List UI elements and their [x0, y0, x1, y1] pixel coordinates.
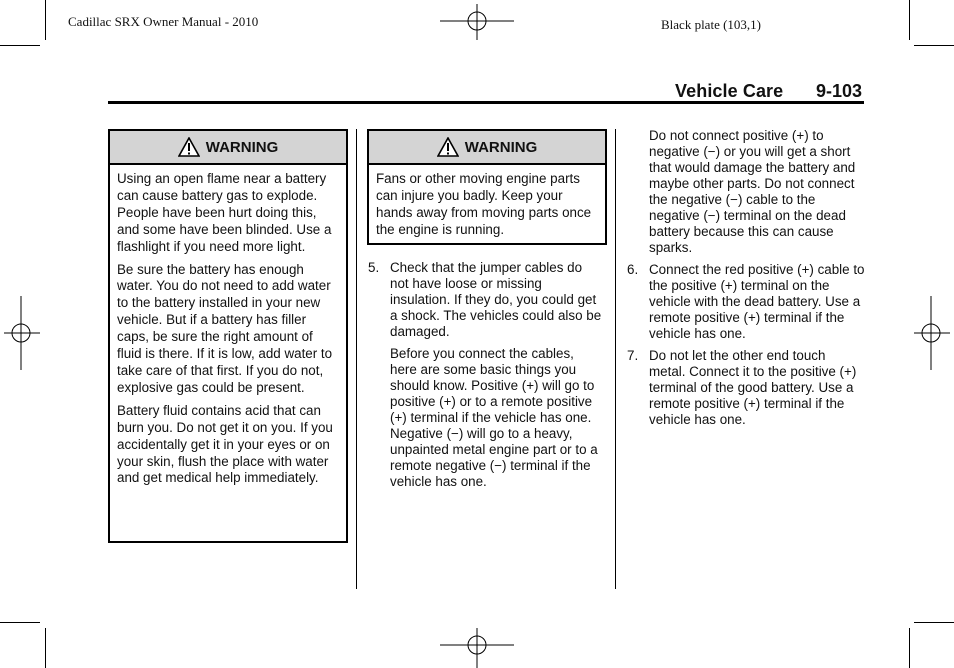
warning-header — [110, 131, 346, 165]
crop-mark — [914, 622, 954, 623]
warning-box-battery — [108, 129, 348, 543]
warning-triangle-icon — [178, 137, 200, 157]
warning-triangle-icon — [437, 137, 459, 157]
column-divider — [356, 129, 357, 589]
step-number: 7. — [627, 348, 639, 363]
registration-mark-bottom — [440, 628, 514, 668]
list-item — [627, 262, 865, 342]
crop-mark — [45, 0, 46, 40]
warning-body — [110, 165, 346, 497]
caution-text: Do not connect positive (+) to negative (−) or you will get a short that would damage the battery and maybe other parts. Do not connect the negative (−) cable to the negative (−) terminal on the dead battery because this can cause sparks. — [649, 128, 856, 255]
crop-mark — [45, 628, 46, 668]
registration-mark-left — [4, 296, 40, 370]
crop-mark — [914, 45, 954, 46]
page-number: 9-103 — [816, 81, 863, 101]
manual-title: Cadillac SRX Owner Manual - 2010 — [68, 14, 259, 29]
warning-body — [369, 165, 605, 249]
step-number: 5. — [368, 260, 380, 275]
step-text: Connect the red positive (+) cable to the positive (+) terminal on the vehicle with the dead battery. Use a remote positive (+) terminal if the vehicle has one. — [649, 262, 865, 341]
step-5 — [368, 260, 604, 490]
warning-header — [369, 131, 605, 165]
step-note: Before you connect the cables, here are some basic things you should know. Positive (+) will go to positive (+) or to a remote positive (+) terminal if the vehicle has one. Negative (−) will go to a heavy, unpainted metal engine part or to a remote negative (−) terminal if the vehicle has one. — [390, 346, 598, 489]
list-item — [627, 348, 865, 428]
crop-mark — [0, 45, 40, 46]
column-3 — [627, 128, 865, 428]
registration-mark-right — [914, 296, 950, 370]
crop-mark — [909, 628, 910, 668]
warning-paragraph: Using an open flame near a battery can cause battery gas to explode. People have been hurt doing this, and some have been blinded. Use a flashlight if you need more light. — [117, 171, 332, 254]
list-item — [368, 260, 604, 490]
step-text: Check that the jumper cables do not have loose or missing insulation. If they do, you could get a shock. The vehicles could also be damaged. — [390, 260, 602, 339]
column-divider — [615, 129, 616, 589]
warning-title: WARNING — [205, 138, 279, 156]
crop-mark — [0, 622, 40, 623]
warning-paragraph: Battery fluid contains acid that can burn you. Do not get it on you. If you accidentally get it in your eyes or on your skin, flush the place with water and get medical help immediately. — [117, 402, 333, 486]
plate-label: Black plate (103,1) — [661, 17, 761, 32]
header-rule — [108, 101, 864, 104]
step-text: Do not let the other end touch metal. Connect it to the positive (+) terminal of the good battery. Use a remote positive (+) terminal if the vehicle has one. — [649, 348, 857, 427]
warning-title: WARNING — [464, 138, 538, 156]
warning-box-fans — [367, 129, 607, 245]
warning-paragraph: Be sure the battery has enough water. You do not need to add water to the battery installed in your new vehicle. But if a battery has filler caps, be sure the right amount of fluid is there. If it is low, add water to take care of that first. If you do not, explosive gas could be present. — [117, 261, 333, 395]
crop-mark — [909, 0, 910, 40]
step-number: 6. — [627, 262, 639, 277]
section-title: Vehicle Care — [675, 81, 784, 101]
registration-mark-top — [440, 4, 514, 40]
warning-paragraph: Fans or other moving engine parts can injure you badly. Keep your hands away from moving parts once the engine is running. — [376, 171, 592, 237]
